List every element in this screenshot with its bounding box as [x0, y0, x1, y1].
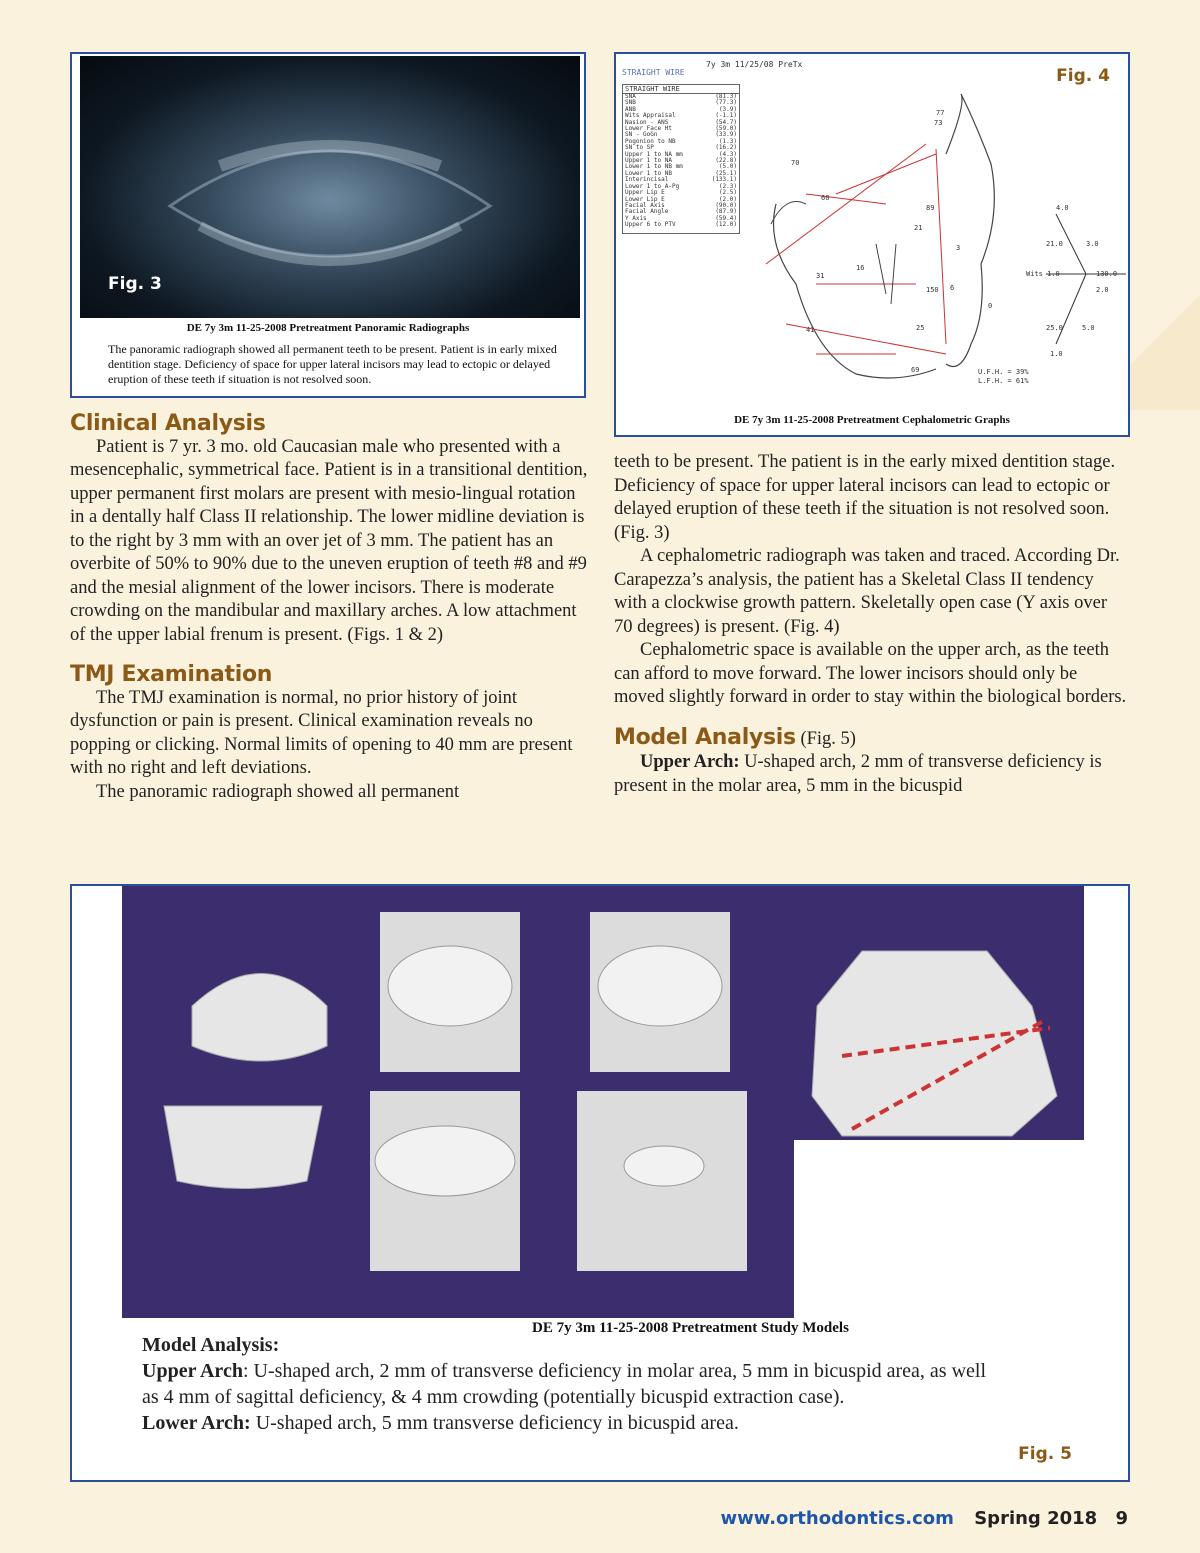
- ceph-row-value: (25.1): [715, 169, 737, 177]
- ceph-row-name: SN - GoGn: [625, 131, 658, 139]
- page-footer: [720, 1508, 1128, 1529]
- ceph-row-value: (16.2): [715, 144, 737, 152]
- ceph-num-i: 1.0: [1050, 350, 1063, 358]
- ceph-paragraph: A cephalometric radiograph was taken and traced. According Dr. Carapezza’s analysis, the patient has a Skeletal Class II tendency with a clockwise growth pattern. Skeletally open case (Y axis over 70 degrees) is present. (Fig. 4): [614, 546, 1120, 637]
- left-column: [70, 412, 590, 804]
- background-decoration: [1130, 250, 1200, 410]
- panoramic-paragraph-cont: teeth to be present. The patient is in the early mixed dentition stage. Deficiency of space for upper lateral incisors can lead to ectopic or delayed eruption of these teeth if the situation is not resolved soon. (Fig. 3): [614, 452, 1116, 543]
- trace-label: 25: [916, 324, 925, 332]
- ceph-row-name: Upper 1 to NA mm: [625, 150, 683, 158]
- upper-arch-paragraph: [614, 751, 1130, 798]
- ceph-row-value: (4.3): [718, 150, 737, 158]
- ceph-num-h: 5.0: [1082, 324, 1095, 332]
- clinical-paragraph: Patient is 7 yr. 3 mo. old Caucasian male who presented with a mesencephalic, symmetrical face. Patient is in a transitional dentition, upper permanent first molars are present with mesio-lingual rotation in a dentally half Class II relationship. The lower midline deviation is to the right by 3 mm with an over jet of 3 mm. The patient has an overbite of 50% to 90% due to the uneven eruption of teeth #8 and #9 and the mesial alignment of the lower incisors. There is moderate crowding on the mandibular and maxillary arches. A low attachment of the upper labial frenum is present. (Figs. 1 & 2): [70, 436, 588, 645]
- fig4-panel: [614, 52, 1130, 437]
- model-heading-ref: (Fig. 5): [800, 728, 856, 749]
- ceph-row-value: (54.7): [715, 118, 737, 126]
- fig4-header-left: STRAIGHT WIRE: [622, 68, 685, 77]
- ceph-row-value: (90.0): [715, 201, 737, 209]
- ceph-row-value: (87.9): [715, 208, 737, 216]
- ufh-value: U.F.H. = 39%: [978, 368, 1029, 376]
- ceph-row-value: (3.9): [718, 105, 737, 113]
- ceph-row-name: Lower Lip E: [625, 195, 665, 203]
- ceph-row-name: Lower 1 to A-Pg: [625, 182, 680, 190]
- ceph-num-e: 130.0: [1096, 270, 1118, 278]
- fig5-ma-title: Model Analysis:: [142, 1334, 280, 1356]
- ceph-row-name: ANB: [625, 105, 636, 113]
- ceph-row-value: (2.3): [718, 182, 737, 190]
- ceph-row-name: Upper 6 to PTV: [625, 221, 676, 229]
- fig5-caption-title: DE 7y 3m 11-25-2008 Pretreatment Study Models: [532, 1320, 849, 1336]
- trace-label: 41: [806, 326, 815, 334]
- ceph-row-name: Upper 1 to NA: [625, 157, 672, 165]
- trace-label: 70: [791, 159, 800, 167]
- fig5-lower-label: Lower Arch:: [142, 1412, 251, 1434]
- fig3-label: Fig. 3: [108, 274, 162, 294]
- ceph-row-value: (5.0): [718, 163, 737, 171]
- ceph-row-value: (33.9): [715, 131, 737, 139]
- ceph-row-name: Lower 1 to NB mm: [625, 163, 683, 171]
- panoramic-paragraph-start: The panoramic radiograph showed all permanent: [96, 781, 460, 802]
- ceph-num-b: 21.0: [1046, 240, 1063, 248]
- fig5-panel: [70, 884, 1130, 1482]
- ceph-row-value: (77.3): [715, 99, 737, 107]
- trace-label: 73: [934, 119, 943, 127]
- ceph-row-name: Facial Angle: [625, 208, 669, 216]
- clinical-heading: Clinical Analysis: [70, 411, 266, 436]
- ceph-row-name: Lower 1 to NB: [625, 169, 672, 177]
- fig5-model-analysis: [142, 1332, 1002, 1436]
- upper-arch-text: U-shaped arch, 2 mm of transverse deficiency is present in the molar area, 5 mm in the bicuspid: [614, 752, 1102, 796]
- ceph-row-name: Y Axis: [625, 214, 647, 222]
- trace-label: 3: [956, 244, 961, 252]
- ceph-row-value: (59.0): [715, 125, 737, 133]
- trace-label: 31: [816, 272, 825, 280]
- upper-arch-label: Upper Arch:: [640, 752, 740, 772]
- trace-label: 77: [936, 109, 945, 117]
- trace-label: 69: [911, 366, 920, 374]
- trace-label: 150: [926, 286, 939, 294]
- right-column: [614, 451, 1130, 798]
- space-paragraph: Cephalometric space is available on the upper arch, as the teeth can afford to move forward. The lower incisors should only be moved slightly forward in order to stay within the biological borders.: [614, 640, 1127, 707]
- fig5-label: Fig. 5: [1018, 1444, 1072, 1464]
- trace-label: 16: [856, 264, 865, 272]
- fig4-header-mid: 7y 3m 11/25/08 PreTx: [706, 60, 803, 69]
- ceph-num-g: 25.0: [1046, 324, 1063, 332]
- footer-url[interactable]: www.orthodontics.com: [720, 1508, 954, 1529]
- fig3-panel: [70, 52, 586, 398]
- ceph-row-value: (22.8): [715, 157, 737, 165]
- trace-label: 0: [988, 302, 993, 310]
- ceph-row-name: SN to SP: [625, 144, 654, 152]
- ceph-row-name: Facial Axis: [625, 201, 665, 209]
- model-heading-line: [614, 726, 1130, 752]
- study-models-image: [72, 886, 1128, 1326]
- fig5-upper-text: : U-shaped arch, 2 mm of transverse deficiency in molar area, 5 mm in bicuspid area, as well as 4 mm of sagittal deficiency, & 4 mm crowding (potentially bicuspid extraction case).: [142, 1360, 987, 1408]
- fig4-caption-title: DE 7y 3m 11-25-2008 Pretreatment Cephalometric Graphs: [734, 414, 1010, 426]
- ceph-row-value: (12.0): [715, 221, 737, 229]
- ceph-row-name: Interincisal: [625, 176, 669, 184]
- trace-label: 21: [914, 224, 923, 232]
- ceph-row-value: (133.1): [711, 176, 737, 184]
- model-heading: Model Analysis: [614, 724, 796, 750]
- fig3-caption-title: DE 7y 3m 11-25-2008 Pretreatment Panoramic Radiographs: [186, 322, 470, 334]
- ceph-row-value: (1.3): [718, 137, 737, 145]
- ceph-row-name: Nasion - ANS: [625, 118, 669, 126]
- ceph-row-value: (2.0): [718, 195, 737, 203]
- fig5-upper-arch: [142, 1358, 1002, 1410]
- ceph-table-title: STRAIGHT WIRE: [623, 85, 739, 94]
- ceph-row-value: (59.4): [715, 214, 737, 222]
- ceph-row-name: Wits Appraisal: [625, 112, 676, 120]
- fig4-label: Fig. 4: [1056, 66, 1110, 86]
- fig5-lower-arch: [142, 1410, 1002, 1436]
- ceph-row-name: SNA: [625, 93, 636, 100]
- ceph-num-a: 4.0: [1056, 204, 1069, 212]
- ceph-row-name: Lower Face Ht: [625, 125, 672, 133]
- fig5-upper-label: Upper Arch: [142, 1360, 243, 1382]
- ceph-num-d: Wits 1.0: [1026, 270, 1060, 278]
- tmj-heading: TMJ Examination: [70, 662, 273, 687]
- footer-page: 9: [1115, 1508, 1128, 1529]
- tmj-paragraph: The TMJ examination is normal, no prior history of joint dysfunction or pain is present. Clinical examination reveals no popping or clicking. Normal limits of opening to 40 mm are present with no right and left deviations.: [70, 687, 573, 778]
- ceph-row-name: Upper Lip E: [625, 189, 665, 197]
- ceph-row-name: SNB: [625, 99, 636, 107]
- ceph-row-value: (81.3): [715, 93, 737, 100]
- trace-label: 89: [926, 204, 935, 212]
- ceph-row-name: Pogonion to NB: [625, 137, 676, 145]
- ceph-num-c: 3.0: [1086, 240, 1099, 248]
- trace-label: 6: [950, 284, 955, 292]
- fig3-caption-body: The panoramic radiograph showed all permanent teeth to be present. Patient is in early mixed dentition stage. Deficiency of space for upper lateral incisors may lead to ectopic or delayed eruption of these teeth if situation is not resolved soon.: [108, 342, 557, 386]
- ceph-row-value: (2.5): [718, 189, 737, 197]
- footer-issue: Spring 2018: [974, 1508, 1098, 1529]
- ceph-num-f: 2.0: [1096, 286, 1109, 294]
- trace-label: 60: [821, 194, 830, 202]
- lfh-value: L.F.H. = 61%: [978, 377, 1029, 385]
- ceph-row-value: (-1.1): [715, 112, 737, 120]
- fig5-lower-text: U-shaped arch, 5 mm transverse deficiency in bicuspid area.: [255, 1412, 739, 1434]
